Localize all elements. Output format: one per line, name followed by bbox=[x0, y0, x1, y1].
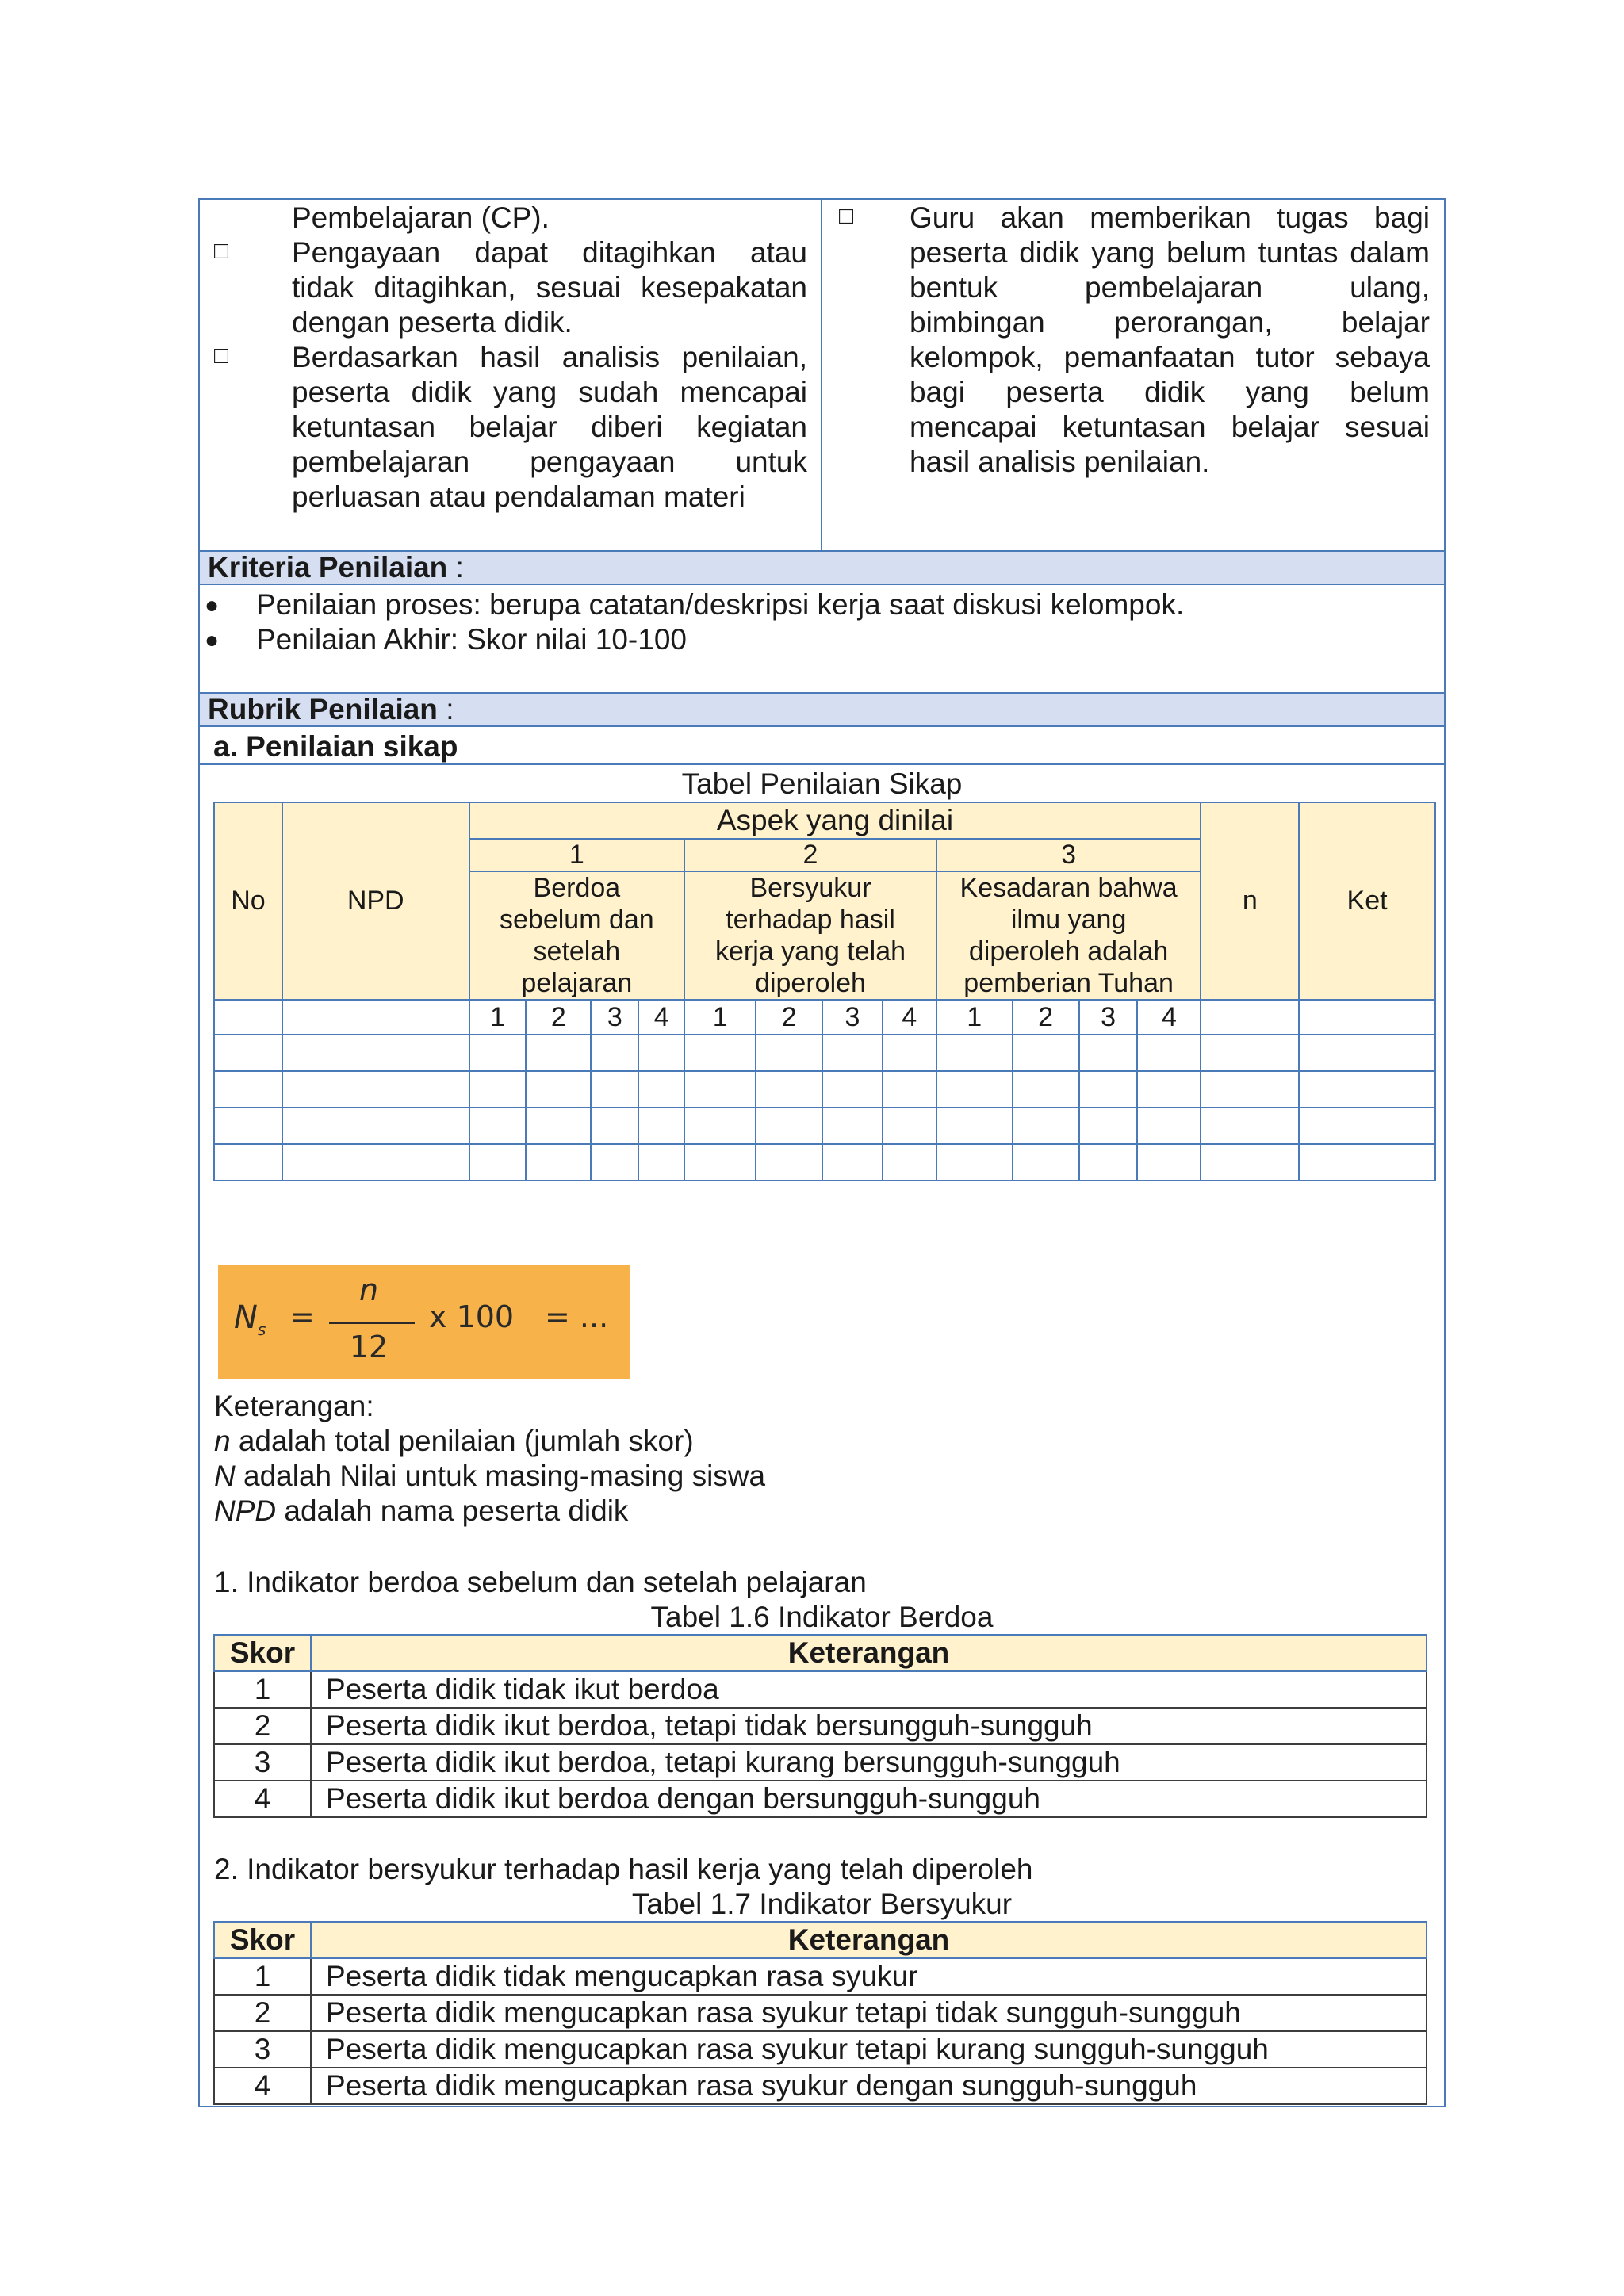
aspect-number: 3 bbox=[936, 839, 1201, 871]
text-line: peserta didik yang sudah mencapai bbox=[292, 376, 807, 408]
formula-result: = ... bbox=[545, 1299, 609, 1334]
aspek-header: Aspek yang dinilai bbox=[469, 802, 1201, 839]
rubrik-header bbox=[198, 692, 1446, 727]
aspect-label-line: kerja yang telah bbox=[714, 936, 906, 966]
kriteria-colon: : bbox=[447, 551, 464, 584]
keterangan-cell: Peserta didik mengucapkan rasa syukur tetapi kurang sungguh-sungguh bbox=[311, 2031, 1427, 2068]
table-row bbox=[214, 1744, 1427, 1781]
top-column-divider bbox=[821, 198, 822, 550]
aspect-label-line: setelah bbox=[533, 936, 621, 966]
score-cell: 3 bbox=[822, 1000, 883, 1035]
rubrik-colon: : bbox=[437, 693, 454, 725]
keterangan-text: adalah nama peserta didik bbox=[276, 1494, 629, 1527]
table-row bbox=[214, 1071, 1435, 1108]
keterangan-cell: Peserta didik ikut berdoa dengan bersungguh-sungguh bbox=[311, 1781, 1427, 1817]
skor-cell: 4 bbox=[214, 1781, 311, 1817]
keterangan-var: n bbox=[214, 1425, 231, 1457]
fraction-bar bbox=[329, 1322, 415, 1324]
indikator1-heading: 1. Indikator berdoa sebelum dan setelah pelajaran bbox=[214, 1566, 867, 1598]
score-cell: 1 bbox=[684, 1000, 756, 1035]
table-row bbox=[214, 1708, 1427, 1744]
score-cell: 2 bbox=[756, 1000, 822, 1035]
sikap-subheading: a. Penilaian sikap bbox=[213, 730, 458, 763]
keterangan-text: adalah Nilai untuk masing-masing siswa bbox=[235, 1460, 766, 1492]
keterangan-cell: Peserta didik mengucapkan rasa syukur dengan sungguh-sungguh bbox=[311, 2068, 1427, 2104]
rubrik-title: Rubrik Penilaian bbox=[208, 693, 438, 725]
formula-denominator: 12 bbox=[349, 1330, 389, 1364]
table-row bbox=[214, 2031, 1427, 2068]
aspect-label-line: diperoleh adalah bbox=[968, 936, 1169, 966]
score-cell: 2 bbox=[526, 1000, 591, 1035]
aspect-label-line: sebelum dan bbox=[500, 905, 654, 935]
bullet-dot-icon: ● bbox=[205, 592, 220, 618]
keterangan-text: adalah total penilaian (jumlah skor) bbox=[230, 1425, 694, 1457]
skor-cell: 1 bbox=[214, 1958, 311, 1995]
skor-cell: 2 bbox=[214, 1995, 311, 2031]
bullet-icon: □ bbox=[214, 342, 229, 369]
text-line: bimbingan perorangan, belajar bbox=[910, 306, 1430, 339]
table-row bbox=[214, 2068, 1427, 2104]
sikap-table-caption: Tabel Penilaian Sikap bbox=[681, 767, 963, 800]
table-row bbox=[214, 1108, 1435, 1144]
aspect-label-line: Bersyukur bbox=[749, 873, 871, 903]
keterangan-var: N bbox=[214, 1460, 236, 1492]
aspect-label-line: pemberian Tuhan bbox=[963, 968, 1174, 998]
score-cell: 4 bbox=[1137, 1000, 1201, 1035]
aspect-number: 2 bbox=[684, 839, 936, 871]
bullet-dot-icon: ● bbox=[205, 627, 220, 653]
formula-n: N bbox=[234, 1299, 258, 1336]
skor-cell: 3 bbox=[214, 2031, 311, 2068]
keterangan-title: Keterangan: bbox=[214, 1390, 374, 1422]
keterangan-line bbox=[214, 1494, 628, 1529]
text-line: mencapai ketuntasan belajar sesuai bbox=[910, 411, 1430, 443]
table-row bbox=[214, 1781, 1427, 1817]
score-cell: 4 bbox=[638, 1000, 684, 1035]
score-cell: 1 bbox=[469, 1000, 527, 1035]
kriteria-item: Penilaian proses: berupa catatan/deskripsi kerja saat diskusi kelompok. bbox=[256, 588, 1185, 621]
col-keterangan-header: Keterangan bbox=[311, 1635, 1427, 1671]
table-cell bbox=[214, 1000, 282, 1035]
text-line: kelompok, pemanfaatan tutor sebaya bbox=[910, 341, 1430, 373]
score-row bbox=[214, 1000, 1435, 1035]
aspect-label-line: ilmu yang bbox=[1010, 905, 1127, 935]
score-cell: 3 bbox=[591, 1000, 638, 1035]
score-cell: 4 bbox=[883, 1000, 936, 1035]
text-line: bentuk pembelajaran ulang, bbox=[910, 271, 1430, 304]
col-npd-header: NPD bbox=[282, 802, 469, 1000]
text-line: dengan peserta didik. bbox=[292, 306, 573, 339]
skor-cell: 1 bbox=[214, 1671, 311, 1708]
formula-lhs bbox=[234, 1299, 266, 1339]
kriteria-header bbox=[198, 550, 1446, 585]
keterangan-cell: Peserta didik tidak mengucapkan rasa syukur bbox=[311, 1958, 1427, 1995]
table-cell bbox=[1201, 1000, 1299, 1035]
indikator1-table bbox=[213, 1634, 1427, 1818]
col-n-header: n bbox=[1201, 802, 1299, 1000]
col-ket-header: Ket bbox=[1299, 802, 1435, 1000]
text-line: bagi peserta didik yang belum bbox=[910, 376, 1430, 408]
aspect-label bbox=[469, 871, 685, 1000]
aspect-label-line: Berdoa bbox=[533, 873, 621, 903]
formula-box bbox=[218, 1265, 630, 1379]
score-cell: 1 bbox=[936, 1000, 1013, 1035]
skor-cell: 4 bbox=[214, 2068, 311, 2104]
indikator1-caption: Tabel 1.6 Indikator Berdoa bbox=[650, 1601, 994, 1633]
bullet-icon: □ bbox=[839, 203, 854, 229]
keterangan-var: NPD bbox=[214, 1494, 277, 1527]
text-line: hasil analisis penilaian. bbox=[910, 446, 1210, 478]
keterangan-cell: Peserta didik ikut berdoa, tetapi kurang bersungguh-sungguh bbox=[311, 1744, 1427, 1781]
table-cell bbox=[282, 1000, 469, 1035]
indikator2-caption: Tabel 1.7 Indikator Bersyukur bbox=[631, 1888, 1013, 1920]
col-no-header: No bbox=[214, 802, 282, 1000]
text-line: Guru akan memberikan tugas bagi bbox=[910, 201, 1430, 234]
col-skor-header: Skor bbox=[214, 1922, 311, 1958]
text-line: tidak ditagihkan, sesuai kesepakatan bbox=[292, 271, 807, 304]
aspect-label bbox=[936, 871, 1201, 1000]
score-cell: 3 bbox=[1079, 1000, 1138, 1035]
text-line: pembelajaran pengayaan untuk bbox=[292, 446, 807, 478]
bullet-icon: □ bbox=[214, 238, 229, 264]
formula-numerator: n bbox=[358, 1272, 379, 1307]
col-skor-header: Skor bbox=[214, 1635, 311, 1671]
aspect-label-line: Kesadaran bahwa bbox=[959, 873, 1178, 903]
formula-sub: s bbox=[257, 1320, 266, 1339]
col-keterangan-header: Keterangan bbox=[311, 1922, 1427, 1958]
keterangan-cell: Peserta didik ikut berdoa, tetapi tidak bersungguh-sungguh bbox=[311, 1708, 1427, 1744]
keterangan-line bbox=[214, 1459, 765, 1494]
skor-cell: 3 bbox=[214, 1744, 311, 1781]
formula-eq: = bbox=[289, 1299, 315, 1334]
kriteria-item: Penilaian Akhir: Skor nilai 10-100 bbox=[256, 623, 687, 656]
aspect-label-line: terhadap hasil bbox=[726, 905, 895, 935]
sikap-table bbox=[213, 802, 1436, 1181]
formula-times: x 100 bbox=[429, 1299, 515, 1334]
keterangan-cell: Peserta didik mengucapkan rasa syukur tetapi tidak sungguh-sungguh bbox=[311, 1995, 1427, 2031]
text-line: Pembelajaran (CP). bbox=[292, 201, 550, 234]
indikator2-table bbox=[213, 1921, 1427, 2105]
indikator2-heading: 2. Indikator bersyukur terhadap hasil kerja yang telah diperoleh bbox=[214, 1853, 1033, 1885]
keterangan-line bbox=[214, 1424, 694, 1459]
kriteria-title: Kriteria Penilaian bbox=[208, 551, 448, 584]
table-cell bbox=[1299, 1000, 1435, 1035]
score-cell: 2 bbox=[1013, 1000, 1079, 1035]
table-row bbox=[214, 1144, 1435, 1181]
aspect-number: 1 bbox=[469, 839, 685, 871]
text-line: Pengayaan dapat ditagihkan atau bbox=[292, 236, 807, 269]
keterangan-cell: Peserta didik tidak ikut berdoa bbox=[311, 1671, 1427, 1708]
table-row bbox=[214, 1995, 1427, 2031]
table-row bbox=[214, 1671, 1427, 1708]
text-line: perluasan atau pendalaman materi bbox=[292, 480, 745, 513]
aspect-label-line: diperoleh bbox=[755, 968, 866, 998]
aspect-label-line: pelajaran bbox=[521, 968, 633, 998]
text-line: ketuntasan belajar diberi kegiatan bbox=[292, 411, 807, 443]
table-row bbox=[214, 1958, 1427, 1995]
table-header-row bbox=[214, 1922, 1427, 1958]
skor-cell: 2 bbox=[214, 1708, 311, 1744]
aspect-label bbox=[684, 871, 936, 1000]
text-line: Berdasarkan hasil analisis penilaian, bbox=[292, 341, 807, 373]
text-line: peserta didik yang belum tuntas dalam bbox=[910, 236, 1430, 269]
table-header-row bbox=[214, 1635, 1427, 1671]
table-row bbox=[214, 1035, 1435, 1071]
